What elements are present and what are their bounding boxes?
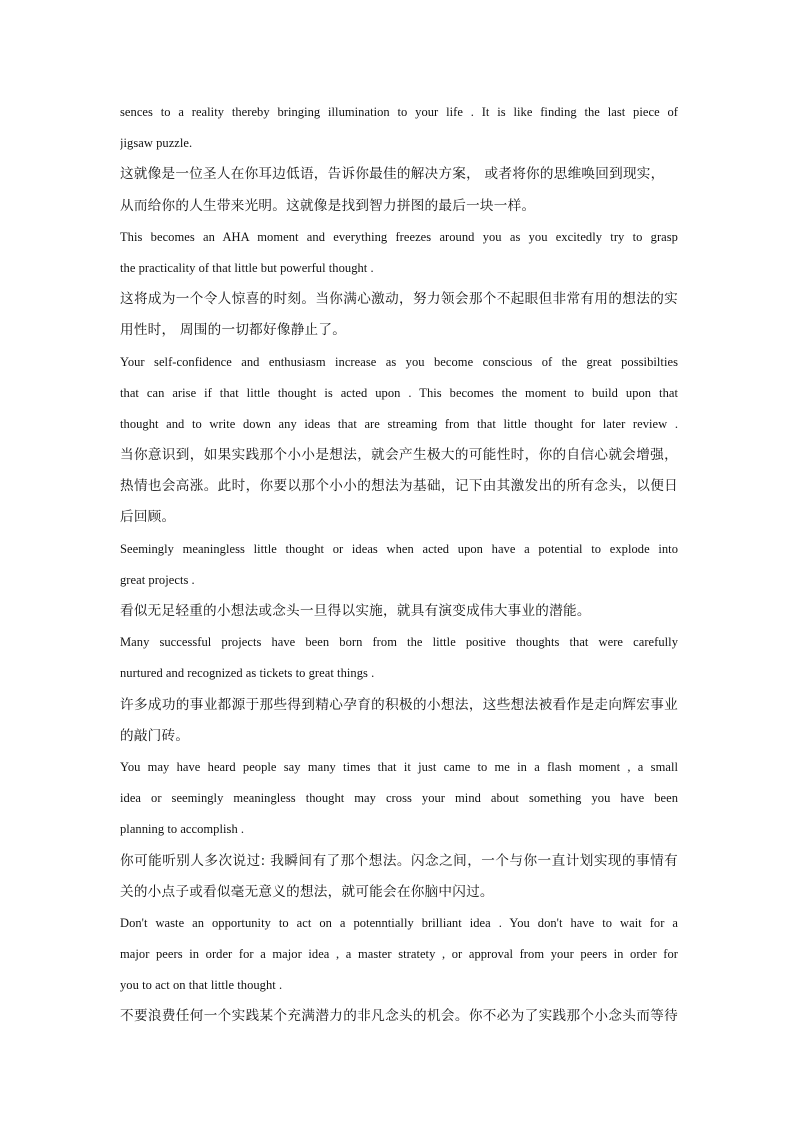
english-paragraph [120, 534, 678, 596]
text-line: This becomes an AHA moment and everything freezes around you as you excitedly try to grasp [120, 229, 678, 244]
text-line: 看似无足轻重的小想法或念头一旦得以实施，就具有演变成伟大事业的潜能。 [120, 603, 591, 619]
text-line: jigsaw puzzle. [120, 136, 193, 151]
text-line: 这就像是一位圣人在你耳边低语，告诉你最佳的解决方案， 或者将你的思维唤回到现实， [120, 166, 665, 183]
text-line: that can arise if that little thought is acted upon . This becomes the moment to build upon that [120, 385, 678, 400]
text-line: 后回顾。 [120, 509, 176, 526]
text-line: sences to a reality thereby bringing illumination to your life . It is like finding the last piece of [120, 105, 678, 119]
document-body [120, 97, 678, 1033]
text-line: idea or seemingly meaningless thought may cross your mind about something you have been [120, 791, 678, 806]
english-paragraph [120, 752, 678, 846]
text-line: nurtured and recognized as tickets to great things . [120, 666, 375, 681]
text-line: 这将成为一个令人惊喜的时刻。当你满心激动，努力领会那个不起眼但非常有用的想法的实 [120, 291, 678, 308]
text-line: Seemingly meaningless little thought or ideas when acted upon have a potential to explode into [120, 541, 678, 556]
text-line: 关的小点子或看似毫无意义的想法，就可能会在你脑中闪过。 [120, 883, 494, 900]
text-line: 从而给你的人生带来光明。这就像是找到智力拼图的最后一块一样。 [120, 197, 536, 214]
chinese-paragraph [120, 284, 678, 346]
text-line: great projects . [120, 572, 195, 587]
chinese-paragraph [120, 159, 678, 221]
text-line: Many successful projects have been born from the little positive thoughts that were carefully [120, 635, 678, 650]
english-paragraph [120, 347, 678, 441]
text-line: Your self-confidence and enthusiasm increase as you become conscious of the great possibilties [120, 354, 678, 369]
text-line: 用性时， 周围的一切都好像静止了。 [120, 322, 347, 339]
text-line: thought and to write down any ideas that are streaming from that little thought for later review . [120, 416, 678, 431]
chinese-paragraph [120, 846, 678, 908]
english-paragraph [120, 627, 678, 689]
chinese-paragraph [120, 1001, 678, 1032]
text-line: You may have heard people say many times that it just came to me in a flash moment , a small [120, 759, 678, 774]
chinese-paragraph [120, 596, 678, 627]
text-line: planning to accomplish . [120, 822, 245, 837]
text-line: 的敲门砖。 [120, 727, 190, 744]
text-line: you to act on that little thought . [120, 978, 283, 993]
text-line: 当你意识到，如果实践那个小小是想法，就会产生极大的可能性时，你的自信心就会增强， [120, 447, 678, 464]
chinese-paragraph [120, 690, 678, 752]
text-line: the practicality of that little but powerful thought . [120, 260, 374, 275]
english-paragraph [120, 908, 678, 1002]
text-line: 许多成功的事业都源于那些得到精心孕育的积极的小想法，这些想法被看作是走向辉宏事业 [120, 696, 678, 713]
text-line: major peers in order for a major idea , a master stratety , or approval from your peers in order for [120, 947, 678, 962]
english-paragraph [120, 97, 678, 159]
text-line: 热情也会高涨。此时，你要以那个小小的想法为基础，记下由其激发出的所有念头，以便日 [120, 478, 678, 495]
chinese-paragraph [120, 440, 678, 534]
english-paragraph [120, 222, 678, 284]
text-line: 不要浪费任何一个实践某个充满潜力的非凡念头的机会。你不必为了实践那个小念头而等待 [120, 1008, 678, 1025]
text-line: Don't waste an opportunity to act on a potenntially brilliant idea . You don't have to wait for a [120, 915, 678, 930]
text-line: 你可能听别人多次说过: 我瞬间有了那个想法。闪念之间，一个与你一直计划实现的事情有 [120, 852, 678, 869]
